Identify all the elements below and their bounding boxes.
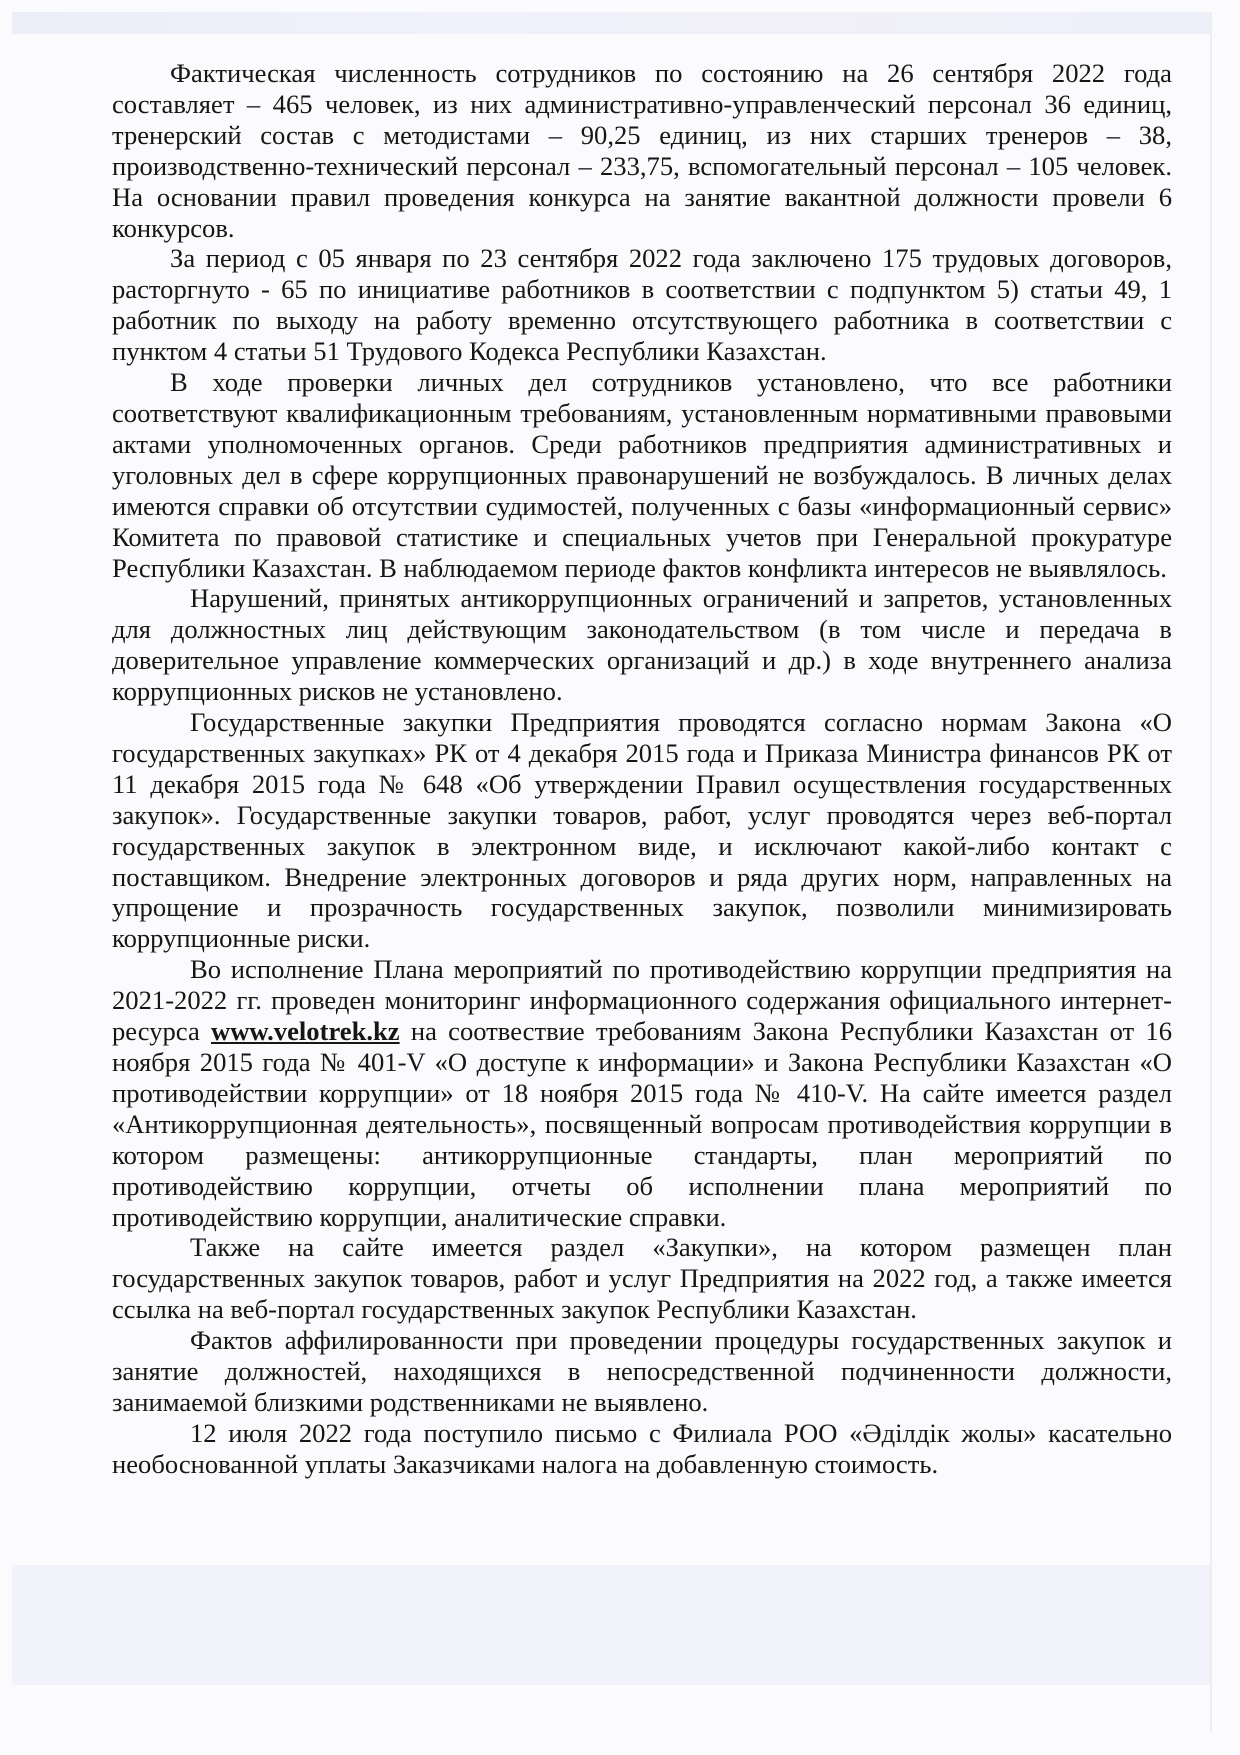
scan-edge-line bbox=[1210, 12, 1212, 1732]
paragraph-labor-contracts: За период с 05 января по 23 сентября 2022 года заключено 175 трудовых договоров, расторгнуто - 65 по инициативе работников в соответствии с подпунктом 5) статьи 49, 1 работник по выходу на работу временно отсутствующего работника в соответствии с пунктом 4 статьи 51 Трудового Кодекса Республики Казахстан. bbox=[112, 243, 1172, 367]
paragraph-personnel-files: В ходе проверки личных дел сотрудников установлено, что все работники соответствуют квалификационным требованиям, установленным нормативными правовыми актами уполномоченных органов. Среди работников предприятия административных и уголовных дел в сфере коррупционных правонарушений не возбуждалось. В личных делах имеются справки об отсутствии судимостей, полученных с базы «информационный сервис» Комитета по правовой статистике и специальных учетов при Генеральной прокуратуре Республики Казахстан. В наблюдаемом периоде фактов конфликта интересов не выявлялось. bbox=[112, 367, 1172, 583]
paragraph-procurement-section: Также на сайте имеется раздел «Закупки», на котором размещен план государственных закупок товаров, работ и услуг Предприятия на 2022 год, а также имеется ссылка на веб-портал государственных закупок Республики Казахстан. bbox=[112, 1232, 1172, 1325]
paragraph-letter: 12 июля 2022 года поступило письмо с Филиала РОО «Әділдік жолы» касательно необоснованной уплаты Заказчиками налога на добавленную стоимость. bbox=[112, 1417, 1172, 1479]
paragraph-monitoring-text-before: Во исполнение Плана мероприятий по противодействию коррупции предприятия на 2021-2022 гг. проведен мониторинг информационного содержания официального интернет-ресурса bbox=[112, 954, 1172, 1047]
paragraph-violations: Нарушений, принятых антикоррупционных ограничений и запретов, установленных для должностных лиц действующим законодательством (в том числе и передача в доверительное управление коммерческих организаций и др.) в ходе внутреннего анализа коррупционных рисков не установлено. bbox=[112, 583, 1172, 707]
document-body bbox=[112, 58, 1172, 1480]
paragraph-staff-count: Фактическая численность сотрудников по состоянию на 26 сентября 2022 года составляет – 465 человек, из них административно-управленческий персонал 36 единиц, тренерский состав с методистами – 90,25 единиц, из них старших тренеров – 38, производственно-технический персонал – 233,75, вспомогательный персонал – 105 человек. На основании правил проведения конкурса на занятие вакантной должности провели 6 конкурсов. bbox=[112, 58, 1172, 243]
scan-artifact-band bbox=[12, 12, 1212, 34]
paragraph-monitoring-text-after: на соотвествие требованиям Закона Республики Казахстан от 16 ноября 2015 года № 401-V «О доступе к информации» и Закона Республики Казахстан «О противодействии коррупции» от 18 ноября 2015 года № 410-V. На сайте имеется раздел «Антикоррупционная деятельность», посвященный вопросам противодействия коррупции в котором размещены: антикоррупционные стандарты, план мероприятий по противодействию коррупции, отчеты об исполнении плана мероприятий по противодействию коррупции, аналитические справки. bbox=[112, 1016, 1173, 1232]
paragraph-monitoring bbox=[112, 954, 1172, 1232]
paragraph-procurement: Государственные закупки Предприятия проводятся согласно нормам Закона «О государственных закупках» РК от 4 декабря 2015 года и Приказа Министра финансов РК от 11 декабря 2015 года № 648 «Об утверждении Правил осуществления государственных закупок». Государственные закупки товаров, работ, услуг проводятся через веб-портал государственных закупок в электронном виде, и исключают какой-либо контакт с поставщиком. Внедрение электронных договоров и ряда других норм, направленных на упрощение и прозрачность государственных закупок, позволили минимизировать коррупционные риски. bbox=[112, 707, 1172, 954]
paragraph-affiliation: Фактов аффилированности при проведении процедуры государственных закупок и занятие должностей, находящихся в непосредственной подчиненности должности, занимаемой близкими родственниками не выявлено. bbox=[112, 1325, 1172, 1417]
scan-artifact-tint bbox=[12, 1565, 1212, 1685]
website-link[interactable]: www.velotrek.kz bbox=[211, 1016, 400, 1047]
